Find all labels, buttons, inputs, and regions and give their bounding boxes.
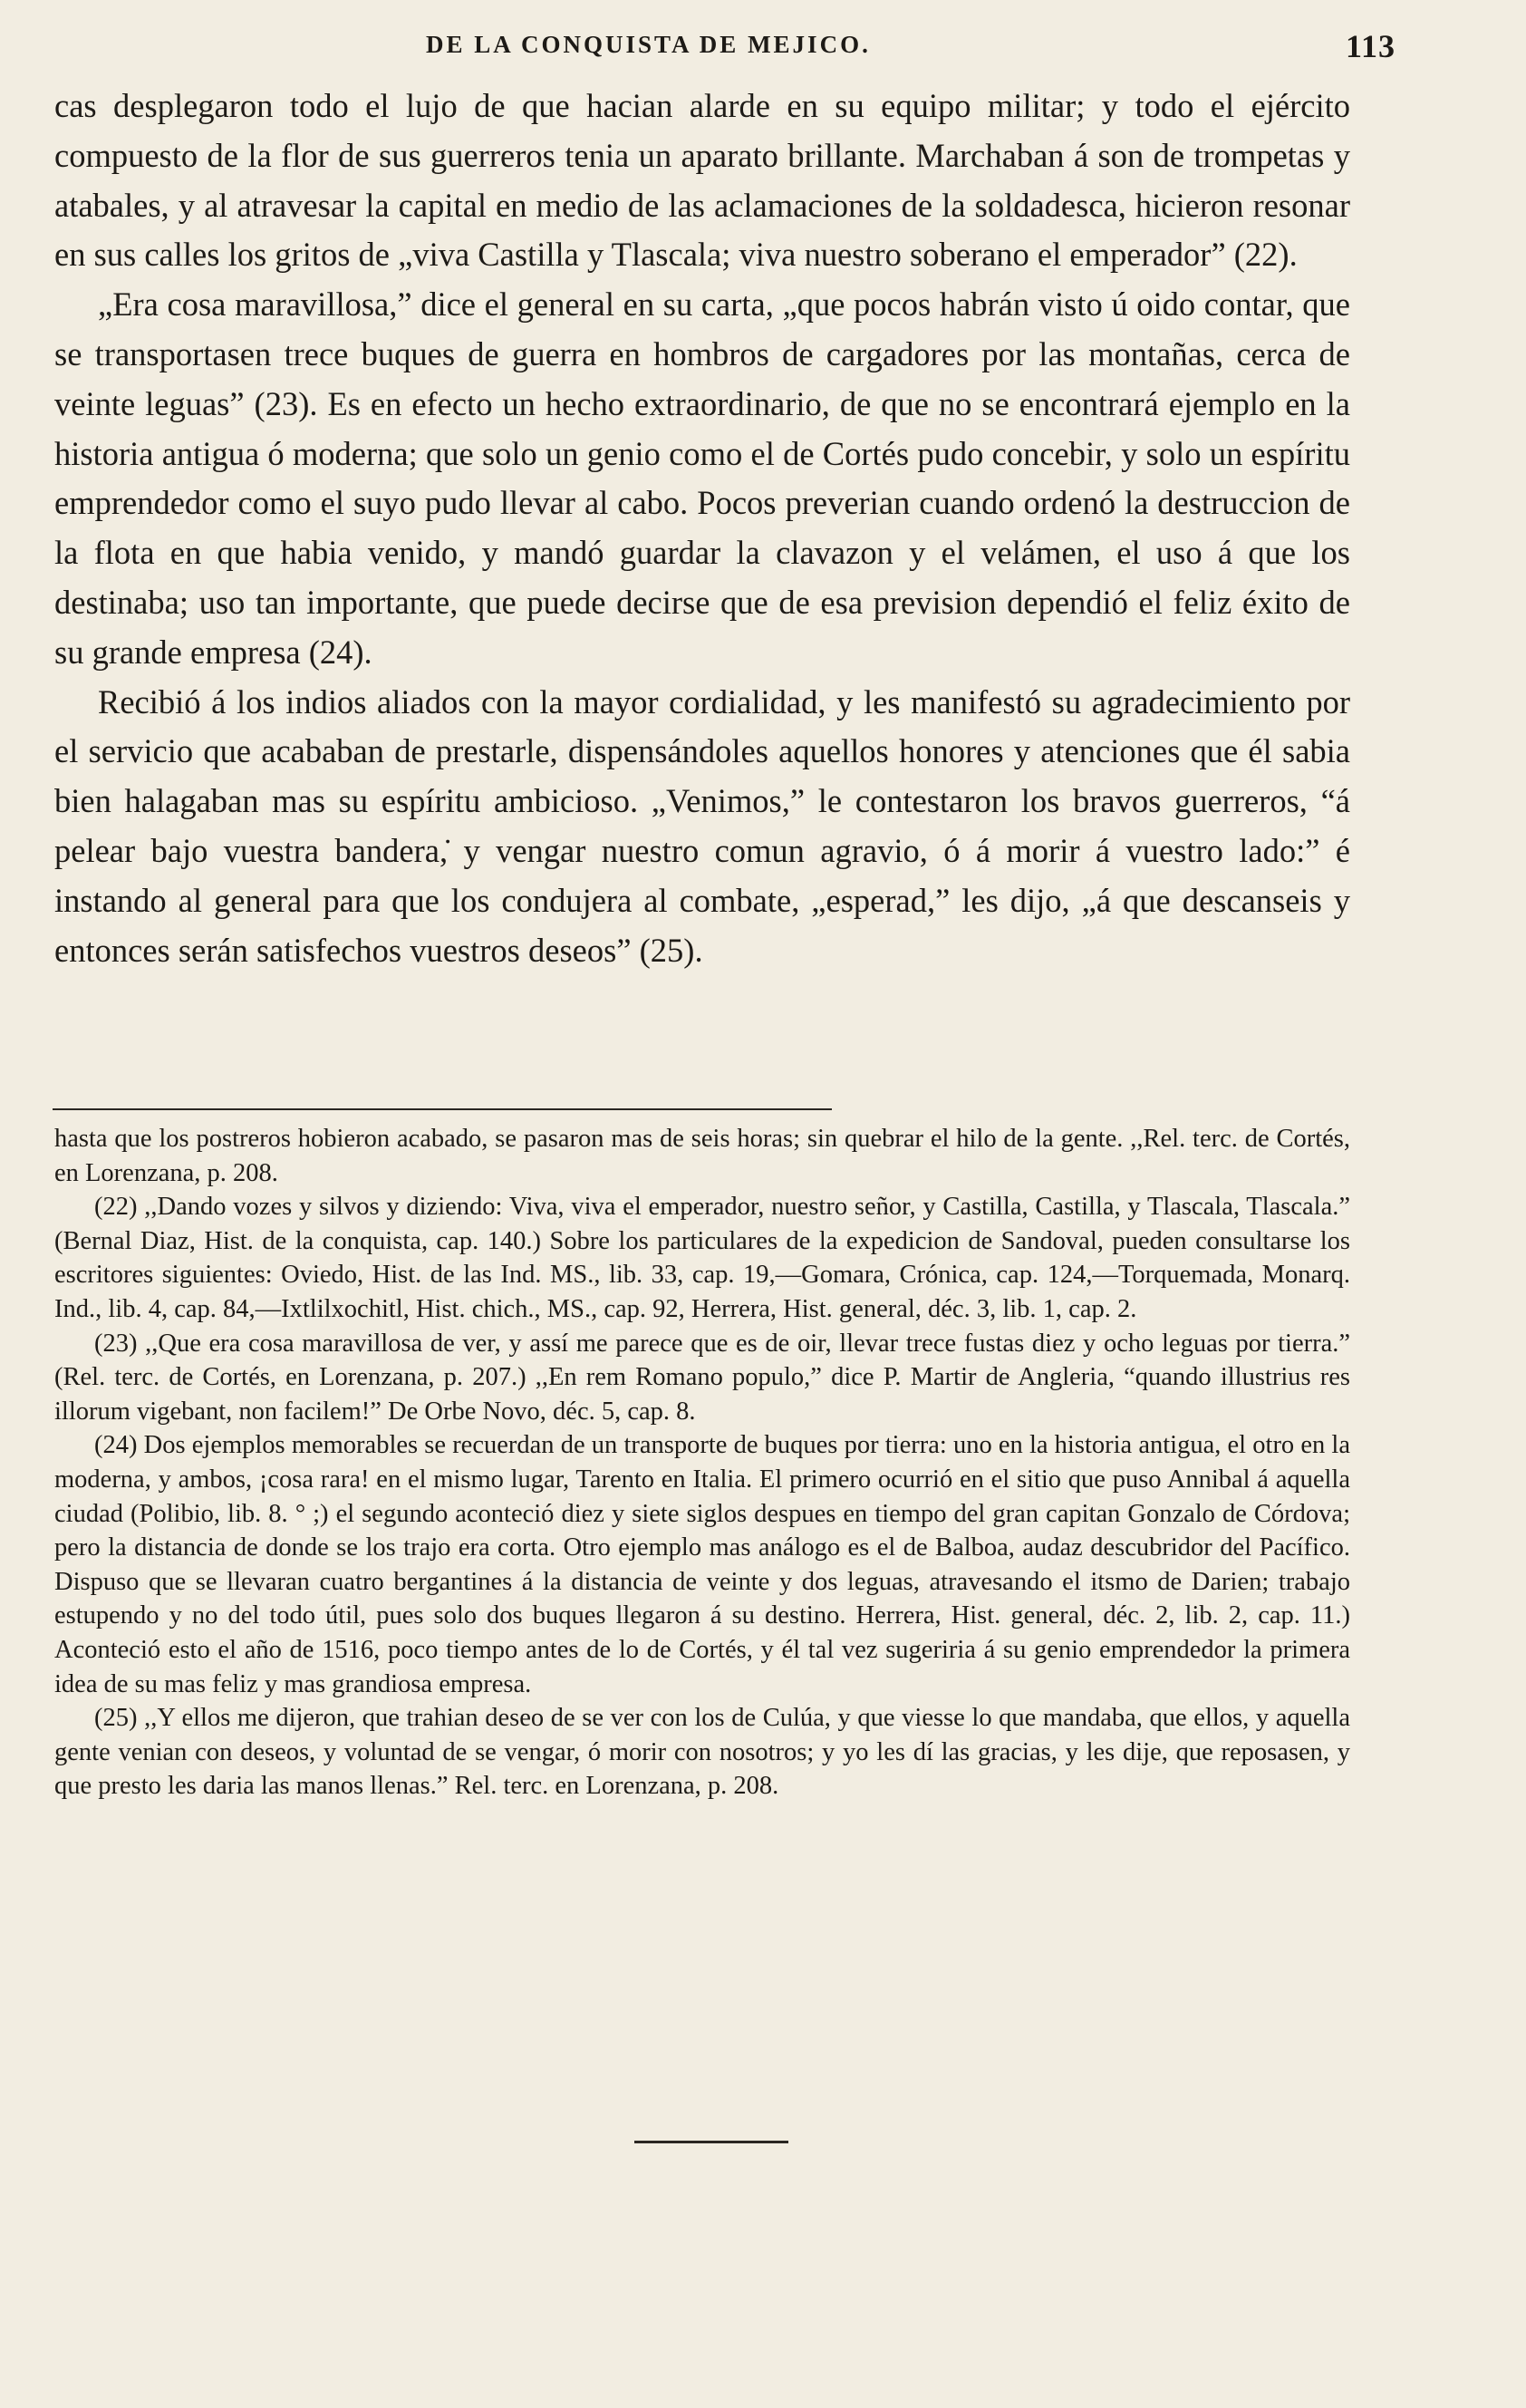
footnotes — [54, 1122, 1350, 1804]
paragraph-3: Recibió á los indios aliados con la mayor cordialidad, y les manifestó su agradecimiento por el servicio que acababan de prestarle, dispensándoles aquellos honores y atenciones que él sabia bien halagaban mas su espíritu ambicioso. „Venimos,” le contestaron los bravos guerreros, “á pelear bajo vuestra bandera,̇ y vengar nuestro comun agravio, ó á morir á vuestro lado:” é instando al general para que los condujera al combate, „esperad,” les dijo, „á que descanseis y entonces serán satisfechos vuestros deseos” (25). — [54, 682, 1350, 969]
running-head — [426, 28, 1396, 67]
footnote-continuation: hasta que los postreros hobieron acabado, se pasaron mas de seis horas; sin quebrar el hilo de la gente. ,,Rel. terc. de Cortés, en Lorenzana, p. 208. — [54, 1125, 1350, 1187]
end-rule — [634, 2141, 788, 2143]
paragraph-2: „Era cosa maravillosa,” dice el general en su carta, „que pocos habrán visto ú oido contar, que se transportasen trece buques de guerra en hombros de cargadores por las montañas, cerca de veinte leguas” (23). Es en efecto un hecho extraordinario, de que no se encontrará ejemplo en la historia antigua ó moderna; que solo un genio como el de Cortés pudo concebir, y solo un espíritu emprendedor como el suyo pudo llevar al cabo. Pocos preverian cuando ordenó la destruccion de la flota en que habia venido, y mandó guardar la clavazon y el velámen, el uso á que los destinaba; uso tan importante, que puede decirse que de esa prevision dependió el feliz éxito de su grande empresa (24). — [54, 285, 1350, 671]
footnote-25: (25) ,,Y ellos me dijeron, que trahian deseo de se ver con los de Culúa, y que viesse lo que mandaba, que ellos, y aquella gente venian con deseos, y voluntad de se vengar, ó morir con nosotros; y yo les dí las gracias, y les dije, que reposasen, y que presto les daria las manos llenas.” Rel. terc. en Lorenzana, p. 208. — [54, 1704, 1350, 1801]
footnote-24: (24) Dos ejemplos memorables se recuerdan de un transporte de buques por tierra: uno en la historia antigua, el otro en la moderna, y ambos, ¡cosa rara! en el mismo lugar, Tarento en Italia. El primero ocurrió en el sitio que puso Annibal á aquella ciudad (Polibio, lib. 8. ° ;) el segundo aconteció diez y siete siglos despues en tiempo del gran capitan Gonzalo de Córdova; pero la distancia de donde se los trajo era corta. Otro ejemplo mas análogo es el de Balboa, audaz descubridor del Pacífico. Dispuso que se llevaran cuatro bergantines á la distancia de veinte y dos leguas, atravesando el itsmo de Darien; trabajo estupendo y no del todo útil, pues solo dos buques llegaron á su destino. Herrera, Hist. general, déc. 2, lib. 2, cap. 11.) Aconteció esto el año de 1516, poco tiempo antes de lo de Cortés, y él tal vez sugeriria á su genio emprendedor la primera idea de su mas feliz y mas grandiosa empresa. — [54, 1431, 1350, 1698]
main-text — [54, 82, 1350, 975]
running-title: DE LA CONQUISTA DE MEJICO. — [426, 31, 871, 58]
footnote-separator — [53, 1108, 832, 1110]
page-number: 113 — [1345, 28, 1396, 64]
footnote-22: (22) ,,Dando vozes y silvos y diziendo: Viva, viva el emperador, nuestro señor, y Castilla, Castilla, y Tlascala, Tlascala.” (Bernal Diaz, Hist. de la conquista, cap. 140.) Sobre los particulares de la expedicion de Sandoval, pueden consultarse los escritores siguientes: Oviedo, Hist. de las Ind. MS., lib. 33, cap. 19,—Gomara, Crónica, cap. 124,—Torquemada, Monarq. Ind., lib. 4, cap. 84,—Ixtlilxochitl, Hist. chich., MS., cap. 92, Herrera, Hist. general, déc. 3, lib. 1, cap. 2. — [54, 1193, 1350, 1323]
footnote-23: (23) ,,Que era cosa maravillosa de ver, y assí me parece que es de oir, llevar trece fustas diez y ocho leguas por tierra.” (Rel. terc. de Cortés, en Lorenzana, p. 207.) ,,En rem Romano populo,” dice P. Martir de Angleria, “quando illustrius res illorum vigebant, non facilem!” De Orbe Novo, déc. 5, cap. 8. — [54, 1329, 1350, 1426]
paragraph-1: cas desplegaron todo el lujo de que hacian alarde en su equipo militar; y todo el ejército compuesto de la flor de sus guerreros tenia un aparato brillante. Marchaban á son de trompetas y atabales, y al atravesar la capital en medio de las aclamaciones de la soldadesca, hicieron resonar en sus calles los gritos de „viva Castilla y Tlascala; viva nuestro soberano el emperador” (22). — [54, 87, 1350, 274]
